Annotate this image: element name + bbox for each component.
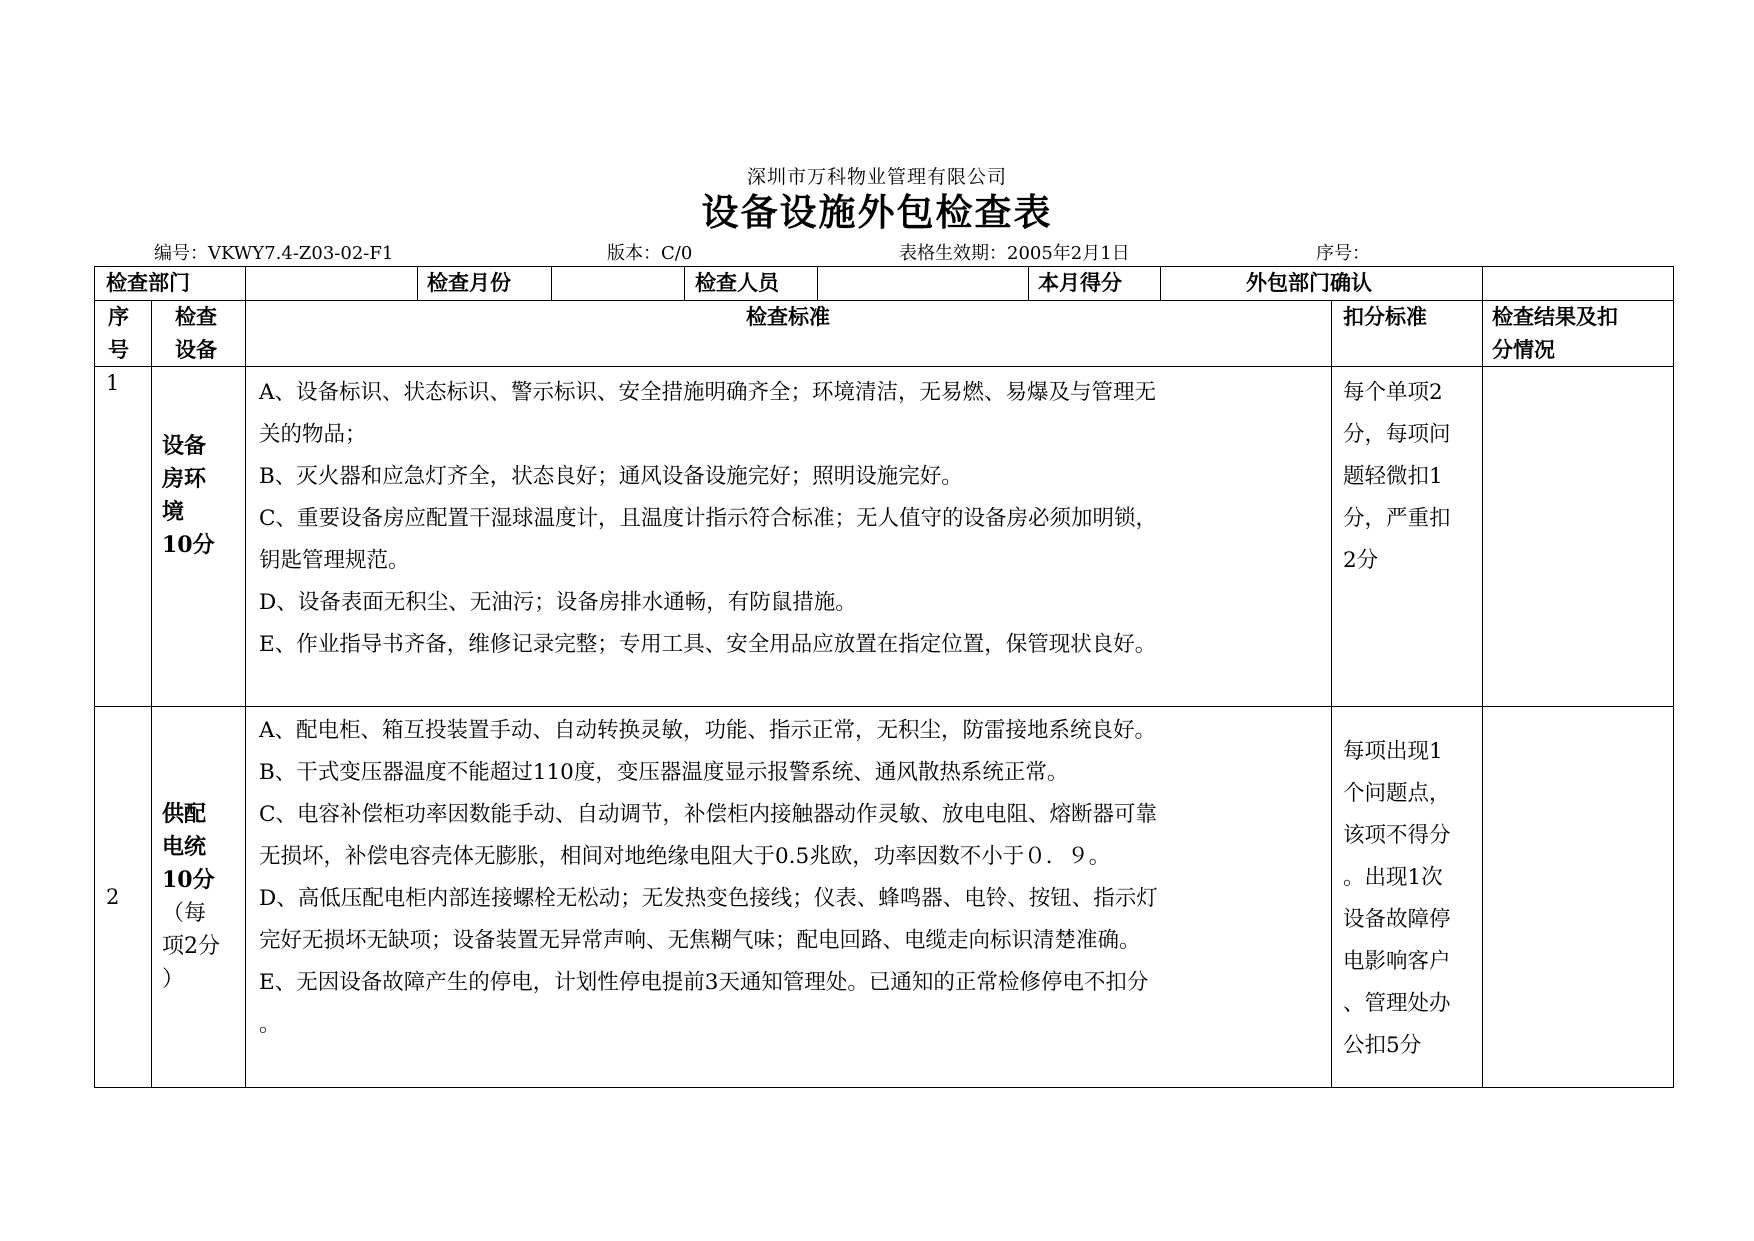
row-2-no: 2: [106, 885, 120, 909]
form-serial: 序号：: [1316, 243, 1370, 264]
form-version: 版本：C/0: [607, 243, 693, 264]
column-standard: 检查标准: [746, 304, 830, 329]
row-2-deduction: 每项出现1 个问题点， 该项不得分 。出现1次 设备故障停 电影响客户 、管理处办 公扣5分: [1343, 739, 1451, 1058]
month-field[interactable]: [553, 266, 682, 299]
form-effective-date: 表格生效期：2005年2月1日: [899, 243, 1130, 264]
row-2-category: 供配 电统 10分: [162, 801, 215, 893]
inspector-label: 检查人员: [695, 270, 779, 295]
column-result: 检查结果及扣 分情况: [1492, 304, 1618, 362]
row-1-no: 1: [106, 371, 120, 395]
month-label: 检查月份: [427, 270, 511, 295]
dept-label: 检查部门: [106, 270, 190, 295]
inspection-table: [94, 266, 1674, 1088]
row-2-category-note: （每 项2分 ）: [162, 901, 220, 992]
row-2-result-field[interactable]: [1484, 708, 1671, 1086]
column-no: 序 号: [108, 304, 129, 362]
row-1-category: 设备 房环 境 10分: [162, 433, 215, 558]
score-label: 本月得分: [1038, 270, 1122, 295]
column-equipment: 检查 设备: [175, 304, 217, 362]
dept-field[interactable]: [247, 266, 415, 299]
column-deduction: 扣分标准: [1343, 304, 1427, 329]
form-title: 设备设施外包检查表: [701, 190, 1053, 234]
company-name: 深圳市万科物业管理有限公司: [746, 166, 1007, 188]
row-2-standards: A、配电柜、箱互投装置手动、自动转换灵敏，功能、指示正常，无积尘，防雷接地系统良好。 B、干式变压器温度不能超过110度，变压器温度显示报警系统、通风散热系统正常。 C、电容补偿柜功率因数能手动、自动调节，补偿柜内接触器动作灵敏、放电电阻、熔断器可靠 无损坏，补偿电容壳体无膨胀，相间对地绝缘电阻大于0.5兆欧，功率因数不小于０．９。 D、高低压配电柜内部连接螺栓无松动；无发热变色接线；仪表、蜂鸣器、电铃、按钮、指示灯 完好无损坏无缺项；设备装置无异常声响、无焦糊气味；配电回路、电缆走向标识清楚准确。 E、无因设备故障产生的停电，计划性停电提前3天通知管理处。已通知的正常检修停电不扣分 。: [259, 718, 1158, 1037]
score-field[interactable]: [1162, 266, 1192, 299]
row-1-deduction: 每个单项2 分，每项问 题轻微扣1 分，严重扣 2分: [1343, 380, 1451, 573]
confirm-label: 外包部门确认: [1246, 270, 1372, 295]
form-code: 编号：VKWY7.4-Z03-02-F1: [154, 243, 394, 264]
row-1-result-field[interactable]: [1484, 368, 1671, 705]
row-1-standards: A、设备标识、状态标识、警示标识、安全措施明确齐全；环境清洁，无易燃、易爆及与管理无 关的物品； B、灭火器和应急灯齐全，状态良好；通风设备设施完好；照明设施完好。 C、重要设备房应配置干湿球温度计，且温度计指示符合标准；无人值守的设备房必须加明锁， 钥匙管理规范。 D、设备表面无积尘、无油污；设备房排水通畅，有防鼠措施。 E、作业指导书齐备，维修记录完整；专用工具、安全用品应放置在指定位置，保管现状良好。: [259, 380, 1157, 657]
inspector-field[interactable]: [819, 266, 1026, 299]
confirm-field[interactable]: [1484, 266, 1671, 299]
